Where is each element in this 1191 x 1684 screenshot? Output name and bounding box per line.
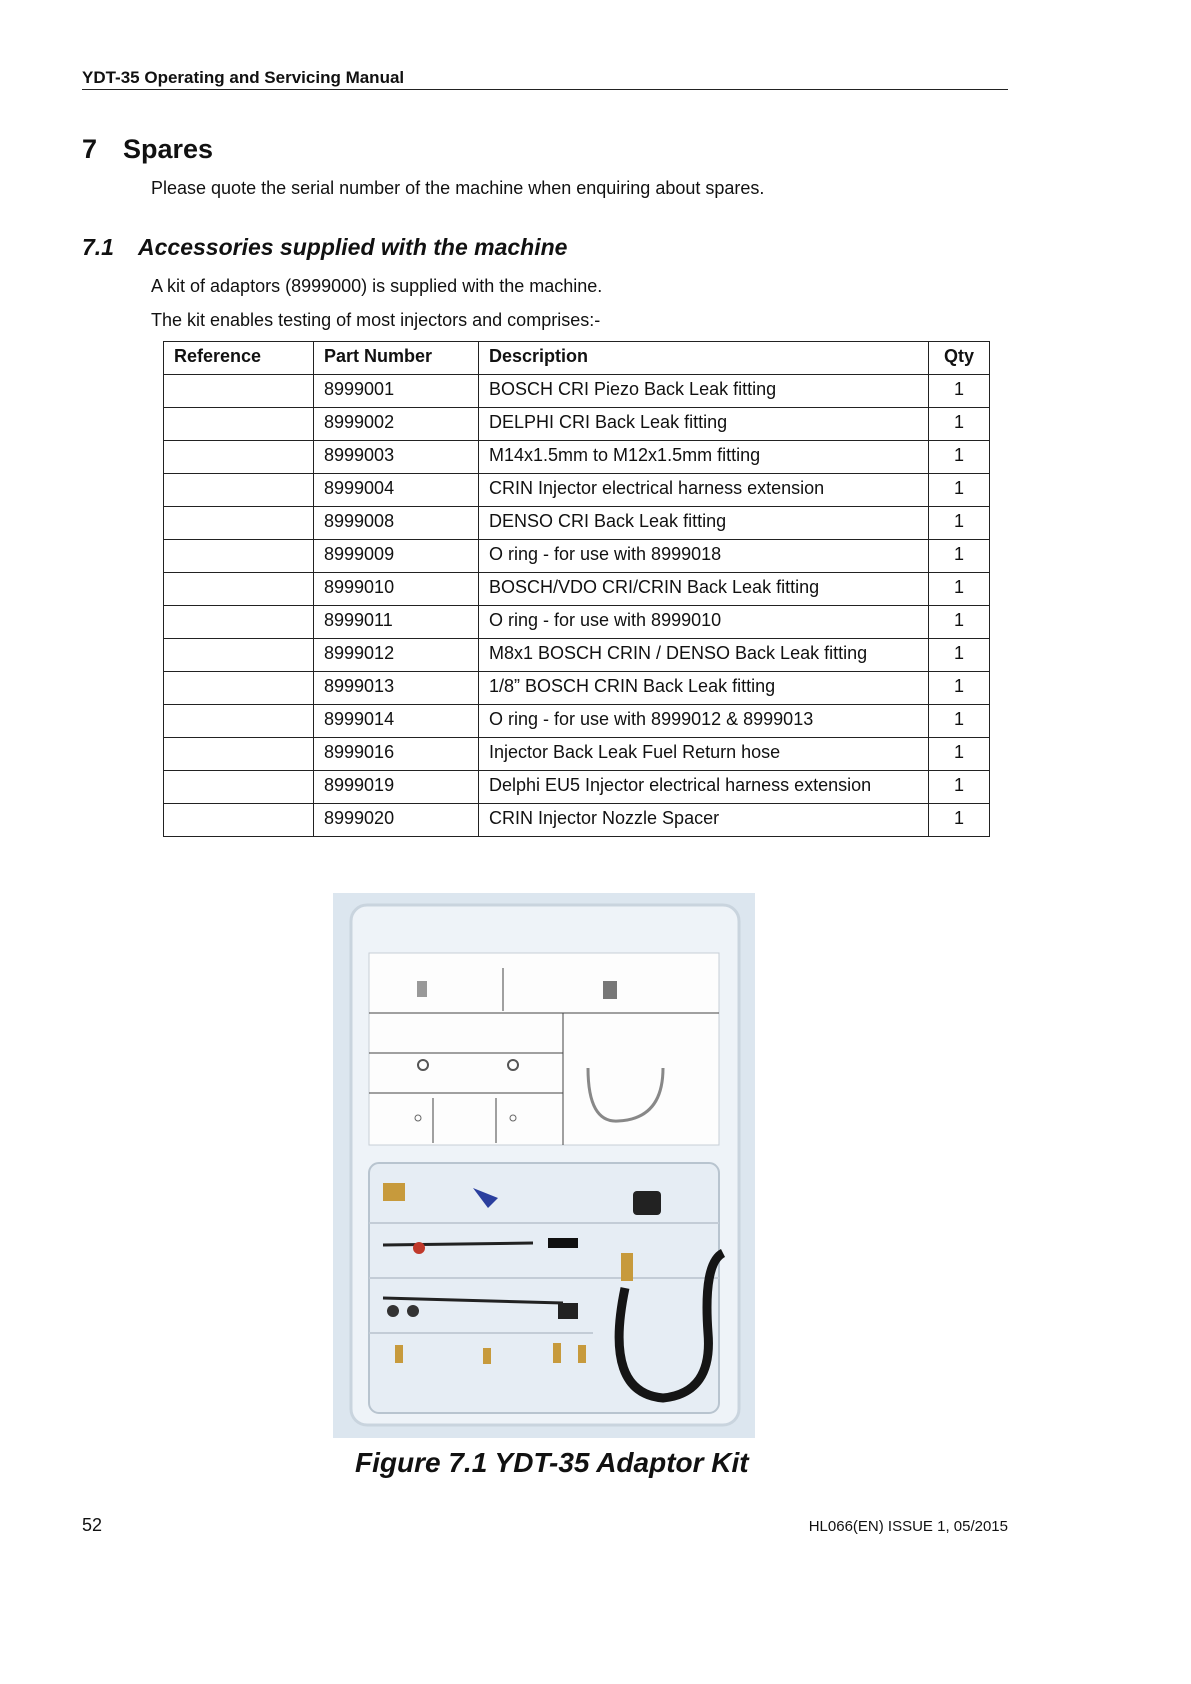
table-row bbox=[164, 573, 990, 606]
description-cell: DENSO CRI Back Leak fitting bbox=[479, 507, 929, 540]
part-number-cell: 8999020 bbox=[314, 804, 479, 837]
running-header: YDT-35 Operating and Servicing Manual bbox=[82, 68, 1008, 90]
description-cell: CRIN Injector electrical harness extension bbox=[479, 474, 929, 507]
qty-cell: 1 bbox=[929, 738, 990, 771]
table-row bbox=[164, 771, 990, 804]
part-number-cell: 8999011 bbox=[314, 606, 479, 639]
table-row bbox=[164, 672, 990, 705]
description-cell: O ring - for use with 8999012 & 8999013 bbox=[479, 705, 929, 738]
reference-cell bbox=[164, 540, 314, 573]
reference-cell bbox=[164, 639, 314, 672]
part-number-cell: 8999019 bbox=[314, 771, 479, 804]
part-number-cell: 8999012 bbox=[314, 639, 479, 672]
part-number-cell: 8999003 bbox=[314, 441, 479, 474]
table-row bbox=[164, 738, 990, 771]
part-number-cell: 8999002 bbox=[314, 408, 479, 441]
qty-cell: 1 bbox=[929, 771, 990, 804]
qty-cell: 1 bbox=[929, 573, 990, 606]
part-number-cell: 8999014 bbox=[314, 705, 479, 738]
description-cell: O ring - for use with 8999018 bbox=[479, 540, 929, 573]
qty-cell: 1 bbox=[929, 474, 990, 507]
column-header-part-number: Part Number bbox=[314, 342, 479, 375]
qty-cell: 1 bbox=[929, 606, 990, 639]
reference-cell bbox=[164, 738, 314, 771]
description-cell: O ring - for use with 8999010 bbox=[479, 606, 929, 639]
table-row bbox=[164, 408, 990, 441]
description-cell: DELPHI CRI Back Leak fitting bbox=[479, 408, 929, 441]
reference-cell bbox=[164, 375, 314, 408]
description-cell: BOSCH CRI Piezo Back Leak fitting bbox=[479, 375, 929, 408]
section-title: Spares bbox=[123, 134, 214, 164]
reference-cell bbox=[164, 771, 314, 804]
qty-cell: 1 bbox=[929, 408, 990, 441]
description-cell: Injector Back Leak Fuel Return hose bbox=[479, 738, 929, 771]
page-number: 52 bbox=[82, 1515, 103, 1535]
part-number-cell: 8999008 bbox=[314, 507, 479, 540]
figure-caption: Figure 7.1 YDT-35 Adaptor Kit bbox=[355, 1447, 749, 1478]
column-header-description: Description bbox=[479, 342, 929, 375]
section-heading bbox=[82, 134, 213, 165]
reference-cell bbox=[164, 507, 314, 540]
description-cell: M14x1.5mm to M12x1.5mm fitting bbox=[479, 441, 929, 474]
part-number-cell: 8999010 bbox=[314, 573, 479, 606]
table-row bbox=[164, 507, 990, 540]
part-number-cell: 8999013 bbox=[314, 672, 479, 705]
section-number: 7 bbox=[82, 134, 98, 164]
kit-contents-paragraph: The kit enables testing of most injectors and comprises:- bbox=[151, 310, 601, 330]
reference-cell bbox=[164, 672, 314, 705]
subsection-heading bbox=[82, 234, 567, 261]
table-row bbox=[164, 804, 990, 837]
reference-cell bbox=[164, 705, 314, 738]
table-row bbox=[164, 639, 990, 672]
table-row bbox=[164, 705, 990, 738]
table-row bbox=[164, 474, 990, 507]
table-row bbox=[164, 606, 990, 639]
section-intro: Please quote the serial number of the machine when enquiring about spares. bbox=[151, 178, 765, 198]
parts-table-body bbox=[164, 375, 990, 837]
qty-cell: 1 bbox=[929, 804, 990, 837]
part-number-cell: 8999009 bbox=[314, 540, 479, 573]
qty-cell: 1 bbox=[929, 639, 990, 672]
kit-intro-paragraph: A kit of adaptors (8999000) is supplied with the machine. bbox=[151, 276, 603, 296]
subsection-title: Accessories supplied with the machine bbox=[138, 234, 568, 260]
adaptor-kit-photo bbox=[333, 893, 755, 1438]
part-number-cell: 8999001 bbox=[314, 375, 479, 408]
table-header-row bbox=[164, 342, 990, 375]
description-cell: BOSCH/VDO CRI/CRIN Back Leak fitting bbox=[479, 573, 929, 606]
description-cell: Delphi EU5 Injector electrical harness extension bbox=[479, 771, 929, 804]
table-row bbox=[164, 540, 990, 573]
qty-cell: 1 bbox=[929, 441, 990, 474]
document-reference: HL066(EN) ISSUE 1, 05/2015 bbox=[808, 1518, 1008, 1535]
reference-cell bbox=[164, 474, 314, 507]
qty-cell: 1 bbox=[929, 672, 990, 705]
table-row bbox=[164, 441, 990, 474]
qty-cell: 1 bbox=[929, 507, 990, 540]
subsection-number: 7.1 bbox=[82, 234, 114, 260]
qty-cell: 1 bbox=[929, 375, 990, 408]
column-header-reference: Reference bbox=[164, 342, 314, 375]
column-header-qty: Qty bbox=[929, 342, 990, 375]
table-row bbox=[164, 375, 990, 408]
qty-cell: 1 bbox=[929, 705, 990, 738]
description-cell: M8x1 BOSCH CRIN / DENSO Back Leak fitting bbox=[479, 639, 929, 672]
reference-cell bbox=[164, 573, 314, 606]
part-number-cell: 8999004 bbox=[314, 474, 479, 507]
reference-cell bbox=[164, 408, 314, 441]
description-cell: 1/8” BOSCH CRIN Back Leak fitting bbox=[479, 672, 929, 705]
qty-cell: 1 bbox=[929, 540, 990, 573]
part-number-cell: 8999016 bbox=[314, 738, 479, 771]
description-cell: CRIN Injector Nozzle Spacer bbox=[479, 804, 929, 837]
reference-cell bbox=[164, 441, 314, 474]
reference-cell bbox=[164, 804, 314, 837]
parts-table bbox=[163, 341, 990, 837]
reference-cell bbox=[164, 606, 314, 639]
